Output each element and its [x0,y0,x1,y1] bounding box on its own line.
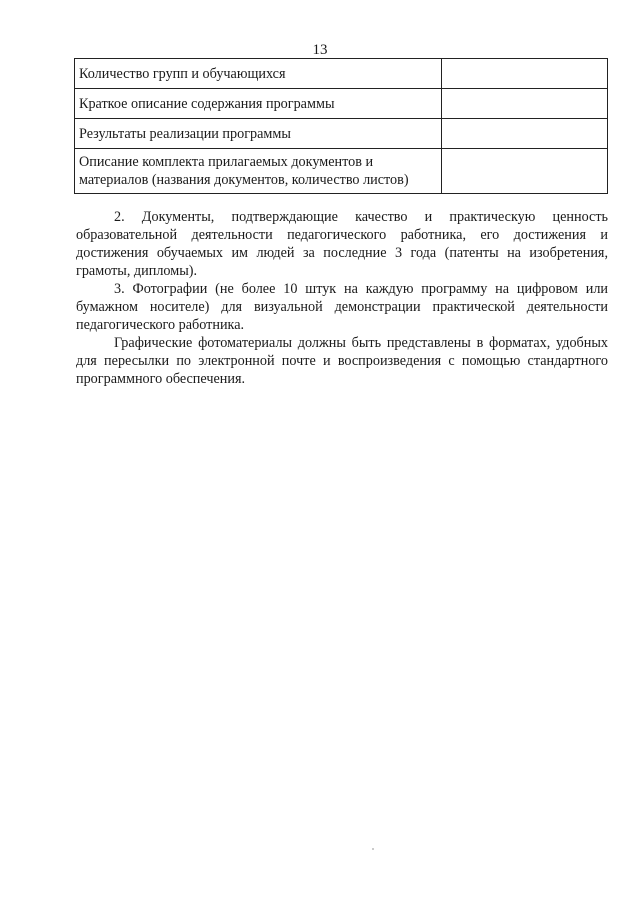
body-text [76,208,608,388]
table-cell-value [442,149,608,194]
table-row [75,89,608,119]
scan-speck [372,848,374,850]
paragraph-formats: Графические фотоматериалы должны быть представлены в форматах, удобных для пересылки по электронной почте и воспроизведения с помощью стандартного программного обеспечения. [76,335,608,387]
table-cell-label: Краткое описание содержания программы [75,89,442,119]
page-number: 13 [312,42,328,58]
table-cell-label: Описание комплекта прилагаемых документов и материалов (названия документов, количество листов) [75,149,442,194]
table-cell-label: Результаты реализации программы [75,119,442,149]
table-cell-value [442,59,608,89]
paragraph-photos: 3. Фотографии (не более 10 штук на каждую программу на цифровом или бумажном носителе) для визуальной демонстрации практической деятельности педагогического работника. [76,281,608,333]
paragraph-documents: 2. Документы, подтверждающие качество и практическую ценность образовательной деятельности педагогического работника, его достижения и достижения обучаемых им людей за последние 3 года (патенты на изобретения, грамоты, дипломы). [76,209,608,279]
table-cell-value [442,119,608,149]
table-row [75,149,608,194]
table-row [75,59,608,89]
table-cell-label: Количество групп и обучающихся [75,59,442,89]
table-cell-value [442,89,608,119]
program-info-table [74,58,608,194]
table-row [75,119,608,149]
